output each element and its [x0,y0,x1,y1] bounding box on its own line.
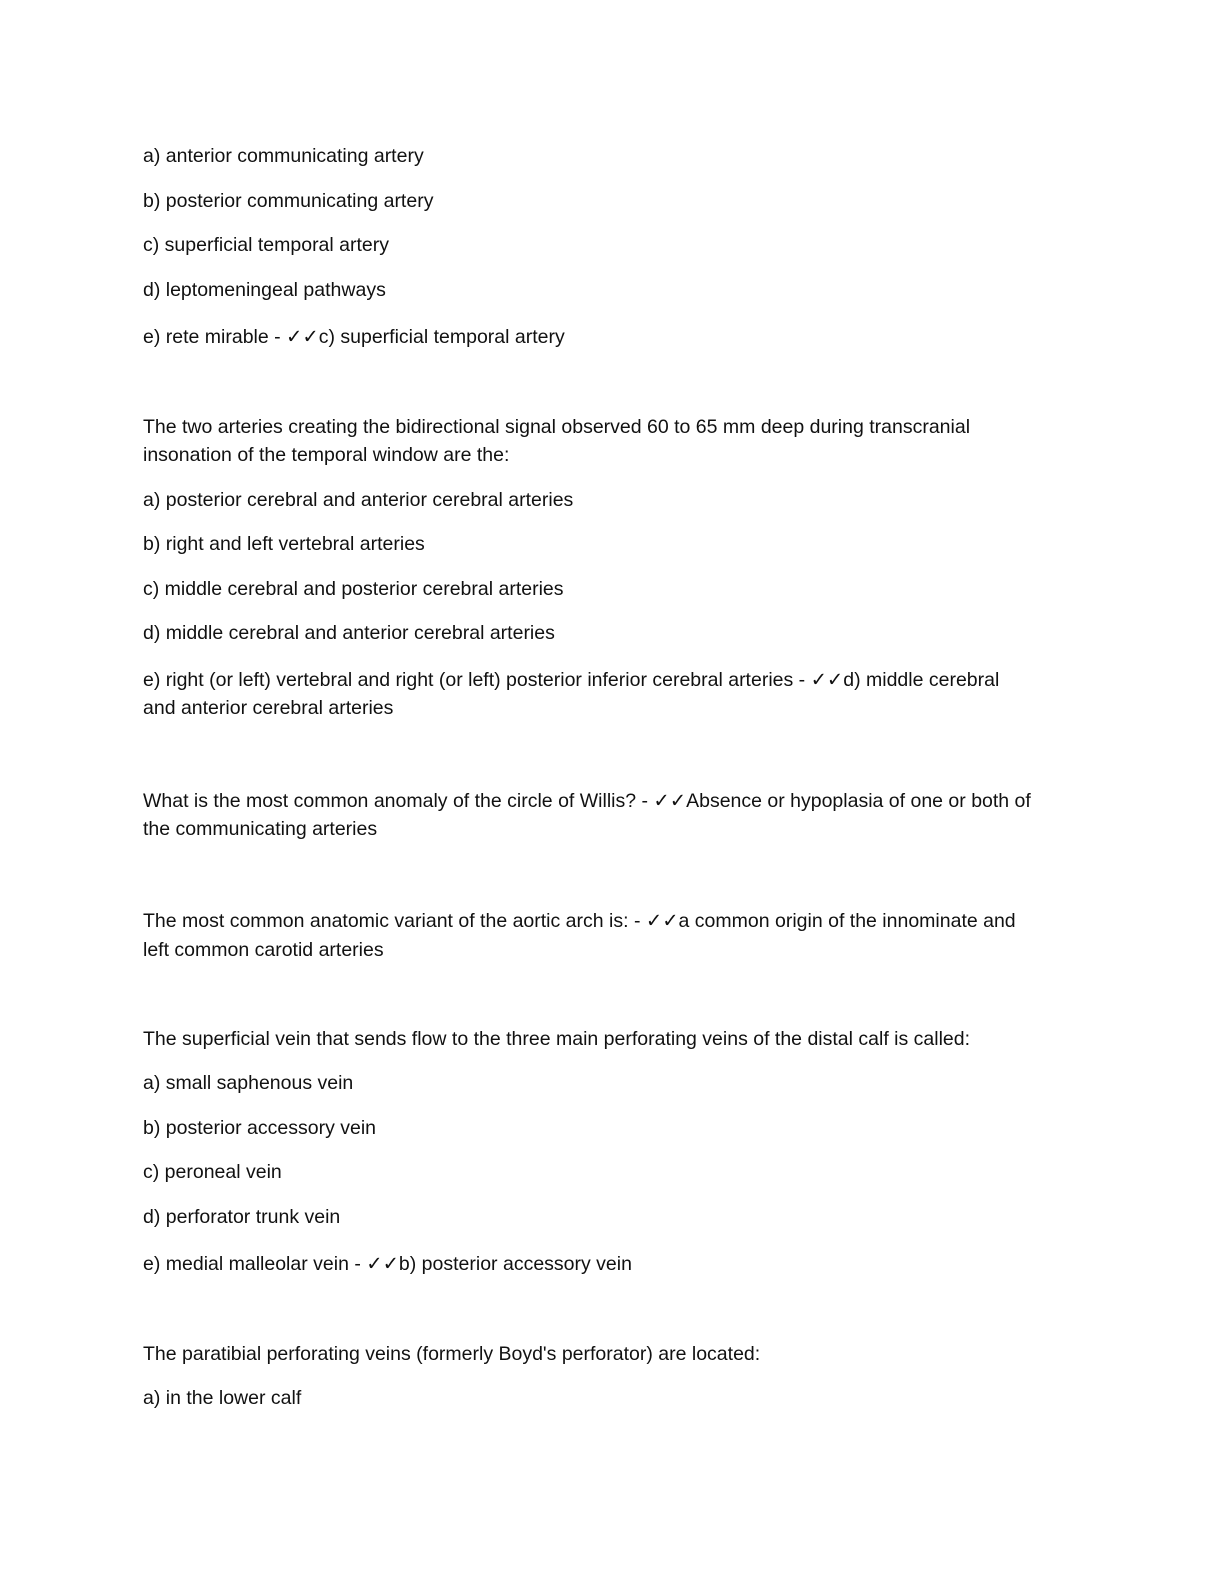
q6-question: The paratibial perforating veins (formerly Boyd's perforator) are located: [143,1343,761,1365]
q2-option-d: d) middle cerebral and anterior cerebral arteries [143,622,555,644]
q2-question-line2: insonation of the temporal window are the: [143,444,510,466]
q4-line2: left common carotid arteries [143,939,384,961]
q5-option-e-answer: e) medial malleolar vein - ✓✓b) posterior accessory vein [143,1253,632,1275]
q1-option-c: c) superficial temporal artery [143,234,389,256]
q3-line1: What is the most common anomaly of the circle of Willis? - ✓✓Absence or hypoplasia of one or both of [143,790,1031,812]
q1-option-a: a) anterior communicating artery [143,145,424,167]
q1-option-b: b) posterior communicating artery [143,190,434,212]
q2-option-a: a) posterior cerebral and anterior cerebral arteries [143,489,574,511]
q5-option-b: b) posterior accessory vein [143,1117,377,1139]
q5-option-a: a) small saphenous vein [143,1072,354,1094]
q2-option-e-answer-line1: e) right (or left) vertebral and right (or left) posterior inferior cerebral arteries - ✓✓d) middle cerebral [143,669,1000,691]
q3-line2: the communicating arteries [143,818,378,840]
q6-option-a: a) in the lower calf [143,1387,302,1409]
q2-option-c: c) middle cerebral and posterior cerebral arteries [143,578,564,600]
q4-line1: The most common anatomic variant of the aortic arch is: - ✓✓a common origin of the innominate and [143,910,1016,932]
q5-question: The superficial vein that sends flow to the three main perforating veins of the distal calf is called: [143,1028,971,1050]
q2-question-line1: The two arteries creating the bidirectional signal observed 60 to 65 mm deep during transcranial [143,416,971,438]
q2-option-b: b) right and left vertebral arteries [143,533,425,555]
q2-option-e-answer-line2: and anterior cerebral arteries [143,697,394,719]
q1-option-d: d) leptomeningeal pathways [143,279,386,301]
q1-option-e-answer: e) rete mirable - ✓✓c) superficial temporal artery [143,326,565,348]
q5-option-c: c) peroneal vein [143,1161,282,1183]
q5-option-d: d) perforator trunk vein [143,1206,341,1228]
